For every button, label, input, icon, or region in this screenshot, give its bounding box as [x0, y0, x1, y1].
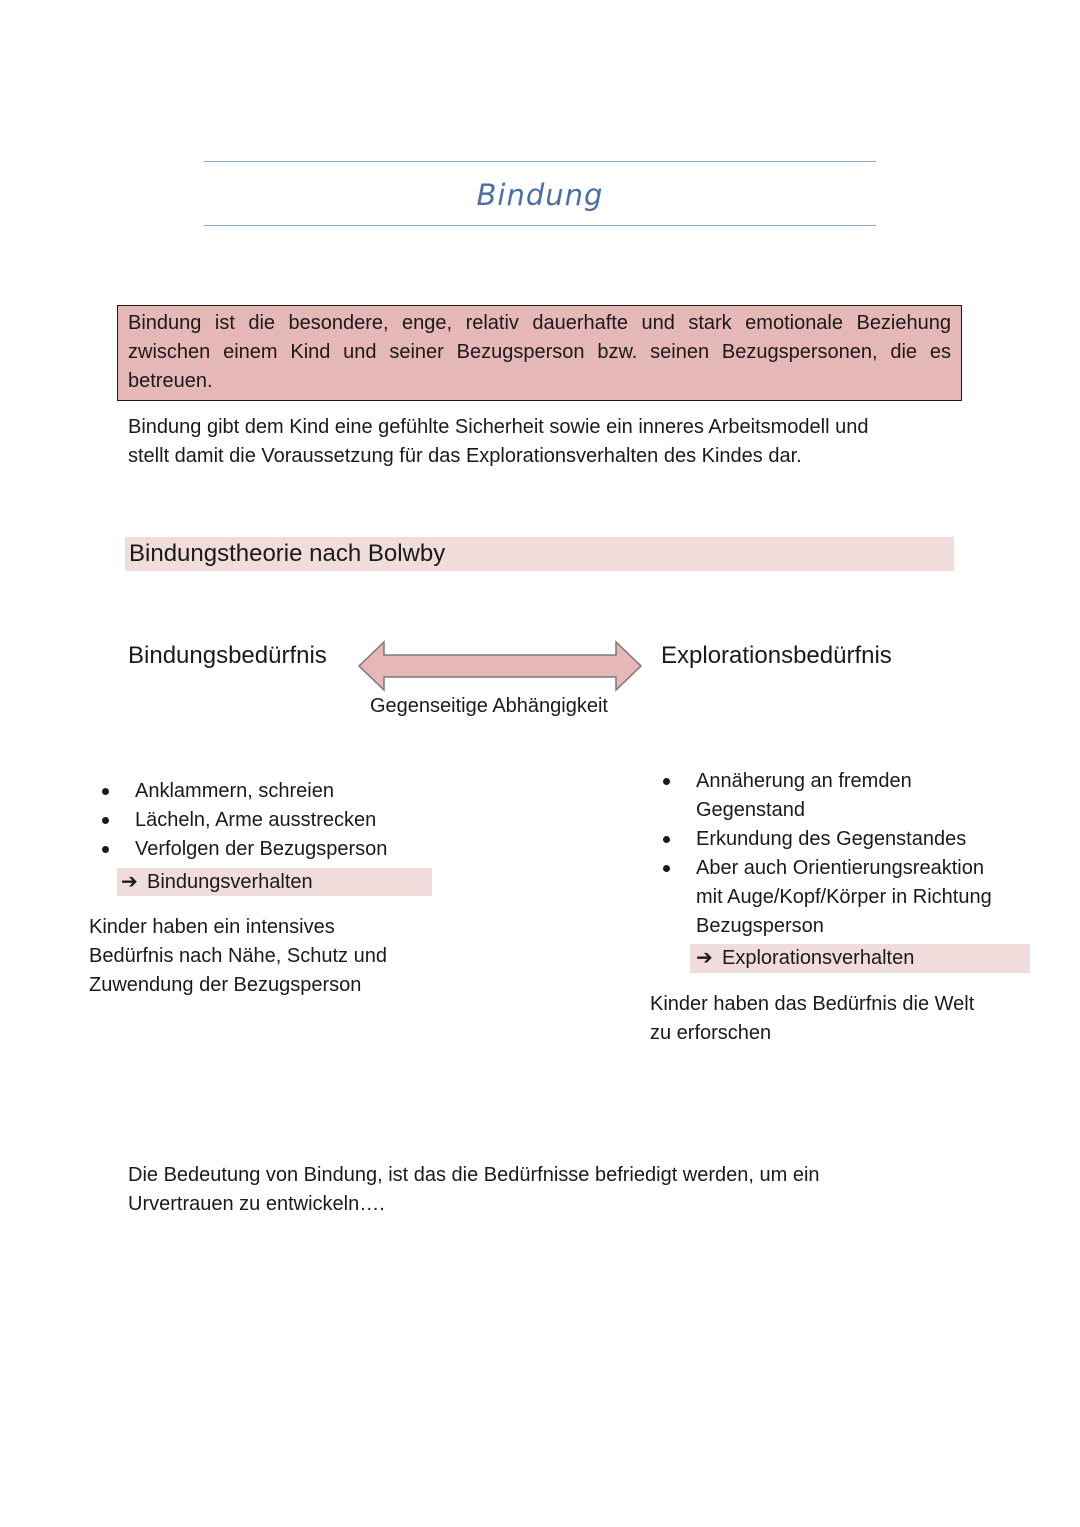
section-heading: Bindungstheorie nach Bolwby — [125, 537, 954, 571]
right-result-bar — [690, 944, 1030, 973]
right-arrow-icon: ➔ — [121, 869, 138, 893]
left-bullet-item: Lächeln, Arme ausstrecken — [89, 806, 429, 835]
right-bullet-line: Gegenstand — [696, 799, 805, 821]
left-summary — [89, 913, 387, 1000]
right-result-text: Explorationsverhalten — [722, 947, 915, 969]
left-bullet-list — [89, 777, 429, 864]
left-need-label: Bindungsbedürfnis — [128, 642, 327, 669]
right-bullet-line: mit Auge/Kopf/Körper in Richtung — [696, 886, 992, 908]
right-bullet-item — [650, 854, 1030, 941]
conclusion-line-1: Die Bedeutung von Bindung, ist das die Bedürfnisse befriedigt werden, um ein — [128, 1164, 820, 1186]
right-bullet-line: Erkundung des Gegenstandes — [696, 828, 967, 850]
right-arrow-icon: ➔ — [696, 945, 713, 969]
right-bullet-line: Bezugsperson — [696, 915, 824, 937]
left-result-text: Bindungsverhalten — [147, 871, 313, 893]
arrow-caption: Gegenseitige Abhängigkeit — [370, 695, 608, 717]
left-summary-line-3: Zuwendung der Bezugsperson — [89, 974, 362, 996]
right-bullet-list — [650, 767, 1030, 941]
right-summary-line-2: zu erforschen — [650, 1022, 772, 1044]
left-summary-line-2: Bedürfnis nach Nähe, Schutz und — [89, 945, 387, 967]
intro-line-2: stellt damit die Voraussetzung für das Explorationsverhalten des Kindes dar. — [128, 445, 802, 467]
right-summary-line-1: Kinder haben das Bedürfnis die Welt — [650, 993, 975, 1015]
left-bullet-item: Verfolgen der Bezugsperson — [89, 835, 429, 864]
right-bullet-item — [650, 825, 1030, 854]
right-need-label: Explorationsbedürfnis — [661, 642, 892, 669]
conclusion-line-2: Urvertrauen zu entwickeln…. — [128, 1193, 385, 1215]
title-rule-top — [204, 161, 876, 162]
right-summary — [650, 990, 974, 1048]
double-arrow-icon — [356, 640, 644, 692]
definition-box: Bindung ist die besondere, enge, relativ dauerhafte und stark emotionale Beziehung zwischen einem Kind und seiner Bezugsperson bzw. seinen Bezugspersonen, die es betreuen. — [117, 305, 962, 401]
intro-paragraph — [128, 413, 868, 471]
left-summary-line-1: Kinder haben ein intensives — [89, 916, 335, 938]
right-bullet-item — [650, 767, 1030, 825]
page-title: Bindung — [476, 178, 604, 212]
conclusion-paragraph — [128, 1161, 820, 1219]
right-bullet-line: Aber auch Orientierungsreaktion — [696, 857, 984, 879]
right-bullet-line: Annäherung an fremden — [696, 770, 912, 792]
left-result-bar — [117, 868, 432, 896]
intro-line-1: Bindung gibt dem Kind eine gefühlte Sicherheit sowie ein inneres Arbeitsmodell und — [128, 416, 869, 438]
left-bullet-item: Anklammern, schreien — [89, 777, 429, 806]
title-rule-bottom — [204, 225, 876, 226]
